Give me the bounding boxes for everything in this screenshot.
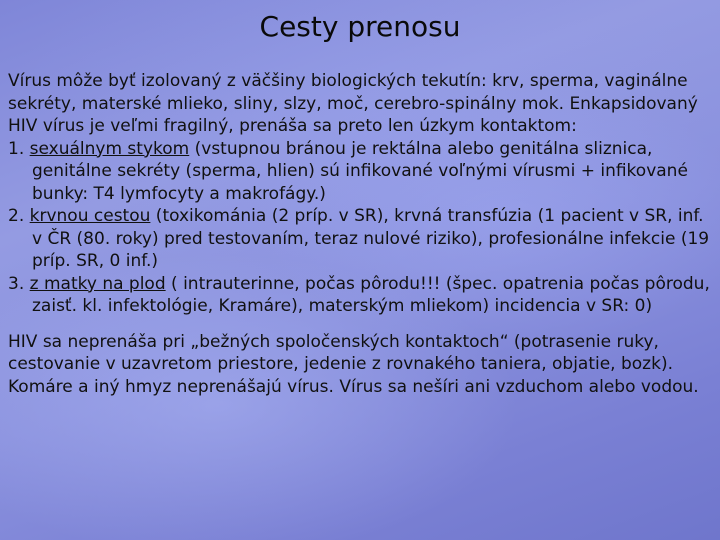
outro-paragraph: HIV sa neprenáša pri „bežných spoločenských kontaktoch“ (potrasenie ruky, cestovanie v uzavretom priestore, jedenie z rovnakého taniera, objatie, bozk). Komáre a iný hmyz neprenášajú vírus. Vírus sa nešíri ani vzduchom alebo vodou. [8, 331, 699, 397]
item-number: 3. [8, 273, 25, 294]
intro-paragraph: Vírus môže byť izolovaný z väčšiny biologických tekutín: krv, sperma, vaginálne sekréty, materské mlieko, sliny, slzy, moč, cerebro-spinálny mok. Enkapsidovaný HIV vírus je veľmi fragilný, prenáša sa preto len úzkym kontaktom: [8, 71, 698, 136]
item-text: (vstupnou bránou je rektálna alebo genitálna sliznica, genitálne sekréty (sperma, hlien) sú infikované voľnými vírusmi + infikované bunky: T4 lymfocyty a makrofágy.) [32, 138, 688, 204]
item-text: (toxikománia (2 príp. v SR), krvná transfúzia (1 pacient v SR, inf. v ČR (80. roky) pred testovaním, teraz nulové riziko), profesionálne infekcie (19 príp. SR, 0 inf.) [32, 206, 710, 271]
item-number: 1. [8, 138, 25, 159]
item-term: krvnou cestou [29, 206, 151, 226]
item-term: z matky na plod [29, 273, 166, 294]
spacer [8, 318, 710, 331]
slide-title: Cesty prenosu [259, 10, 461, 43]
list-item [8, 138, 710, 206]
item-text: ( intrauterinne, počas pôrodu!!! (špec. opatrenia počas pôrodu, zaisť. kl. infektológie, Kramáre), materským mliekom) incidencia v SR: 0) [32, 273, 710, 316]
item-term: sexuálnym stykom [29, 138, 190, 159]
list-item [8, 273, 710, 318]
item-number: 2. [8, 206, 25, 226]
slide-body [8, 70, 710, 398]
list-item [8, 205, 710, 273]
